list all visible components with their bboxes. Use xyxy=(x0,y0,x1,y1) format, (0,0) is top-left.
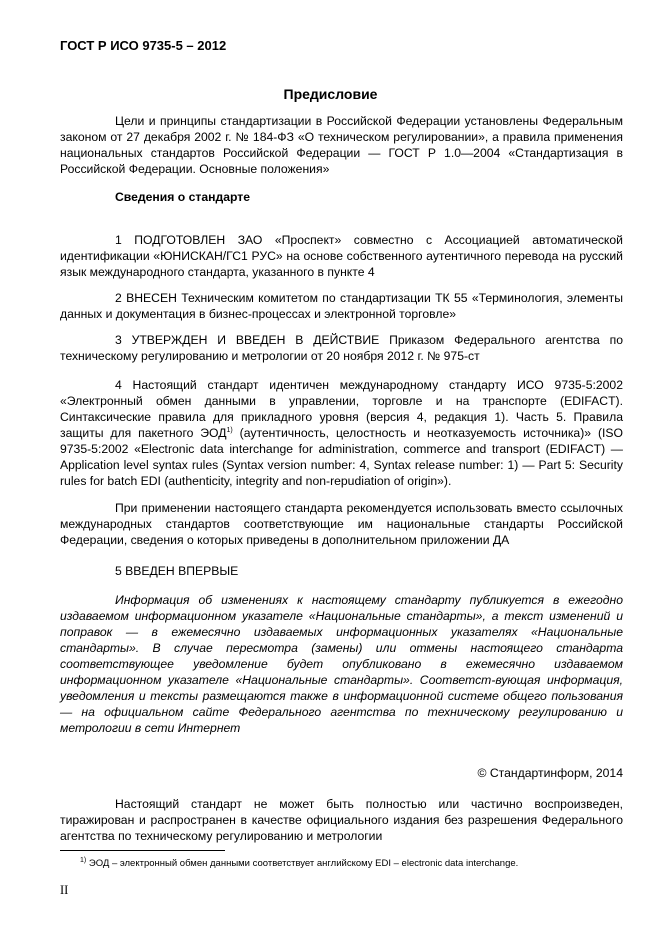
footnote-text: ЭОД – электронный обмен данными соответствует английскому EDI – electronic data interchange. xyxy=(86,858,519,869)
page-number: II xyxy=(60,883,69,897)
item-3: 3 УТВЕРЖДЕН И ВВЕДЕН В ДЕЙСТВИЕ Приказом Федерального агентства по техническому регулированию и метрологии от 20 ноября 2012 г. № 975-ст xyxy=(60,333,623,363)
item-4 xyxy=(60,377,623,489)
item-2: 2 ВНЕСЕН Техническим комитетом по стандартизации ТК 55 «Терминология, элементы данных и документация в бизнес-процессах и электронной торговле» xyxy=(60,291,623,321)
reproduction-notice: Настоящий стандарт не может быть полностью или частично воспроизведен, тиражирован и распространен в качестве официального издания без разрешения Федерального агентства по техническому регулированию и метрологии xyxy=(60,797,623,843)
footnote-mark: 1) xyxy=(80,856,87,864)
item-5: 5 ВВЕДЕН ВПЕРВЫЕ xyxy=(115,564,239,578)
intro-paragraph: Цели и принципы стандартизации в Российской Федерации установлены Федеральным законом от 27 декабря 2002 г. № 184-ФЗ «О техническом регулировании», а правила применения национальных стандартов Российской Федерации — ГОСТ Р 1.0—2004 «Стандартизация в Российской Федерации. Основные положения» xyxy=(60,114,623,176)
copyright: © Стандартинформ, 2014 xyxy=(477,766,623,780)
section-heading: Сведения о стандарте xyxy=(115,190,251,204)
page-title: Предисловие xyxy=(283,86,378,102)
info-notice: Информация об изменениях к настоящему стандарту публикуется в ежегодно издаваемом информационном указателе «Национальные стандарты», а текст изменений и поправок — в ежемесячно издаваемых информационных указателях «Национальные стандарты». В случае пересмотра (замены) или отмены настоящего стандарта соответствующее уведомление будет опубликовано в ежемесячно издаваемом информационном указателе «Национальные стандарты». Соответст-вующая информация, уведомления и тексты размещаются также в информационной системе общего пользования — на официальном сайте Федерального агентства по техническому регулированию и метрологии в сети Интернет xyxy=(60,593,623,735)
item-4-note: При применении настоящего стандарта рекомендуется использовать вместо ссылочных международных стандартов соответствующие им национальные стандарты Российской Федерации, сведения о которых приведены в дополнительном приложении ДА xyxy=(60,501,623,547)
item-4-text-b: (аутентичность, целостность и неотказуемость источника)» (ISO 9735-5:2002 «Electronic data interchange for administration, commerce and transport (EDIFACT) — Application level syntax rules (Syntax version number: 4, Syntax release number: 1) — Part 5: Security rules for batch EDI (authenticity, integrity and non-repudiation of origin»). xyxy=(60,426,623,488)
item-1: 1 ПОДГОТОВЛЕН ЗАО «Проспект» совместно с Ассоциацией автоматической идентификации «ЮНИСКАН/ГС1 РУС» на основе собственного аутентичного перевода на русский язык международного стандарта, указанного в пункте 4 xyxy=(60,233,623,279)
document-header: ГОСТ Р ИСО 9735-5 – 2012 xyxy=(60,38,227,53)
footnote-divider xyxy=(60,850,225,851)
footnote-reference: 1) xyxy=(226,426,233,434)
footnote xyxy=(80,858,518,869)
item-4-text-a: 4 Настоящий стандарт идентичен международному стандарту ИСО 9735-5:2002 «Электронный обмен данными в управлении, торговле и на транспорте (EDIFACT). Синтаксические правила для прикладного уровня (версия 4, редакция 1). Часть 5. Правила защиты для пакетного ЭОД xyxy=(60,378,623,440)
